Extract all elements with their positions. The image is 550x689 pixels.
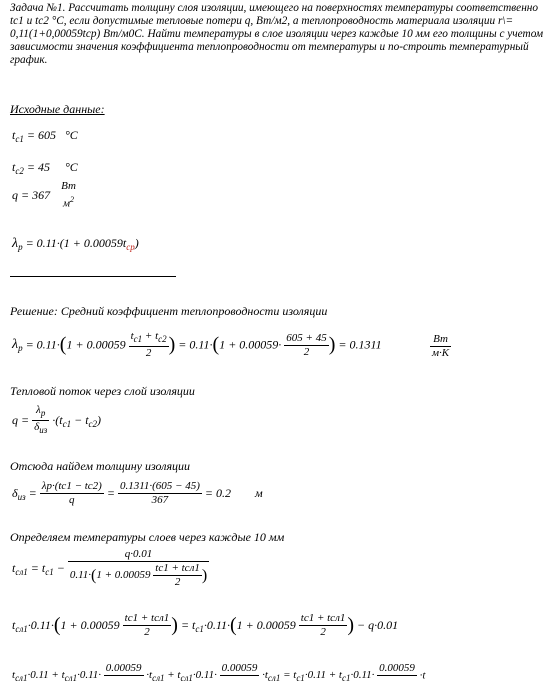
- formula-lambda-unit: Вт м·К: [432, 333, 450, 359]
- given-tc1: $t_{c1} = 605$ °C: [12, 128, 78, 144]
- thickness-heading: Отсюда найдем толщину изоляции: [10, 459, 191, 473]
- flux-heading: Тепловой поток через слой изоляции: [10, 384, 195, 398]
- given-q: q = 367 Вт $м^2$: [12, 180, 76, 210]
- given-lambda: $\lambda_p = 0.11\cdot(1 + 0.00059t_{cp})$: [12, 236, 139, 252]
- solution-heading: Решение: Средний коэффициент теплопроводности изоляции: [10, 304, 328, 318]
- temperature-heading: Определяем температуры слоев через каждые 10 мм: [10, 530, 285, 544]
- separator-line: [10, 276, 176, 277]
- formula-lambda-mean: $\lambda_p = 0.11\cdot(1 + 0.00059$ $\frac{t_{c1} + t_{c2}}{2}$ ) = 0.11·(1 + 0.00059· $\frac{605 + 45}{2}$ ) = 0.1311: [12, 330, 382, 359]
- formula-line2: $t_{сл1}\cdot 0.11\cdot(1 + 0.00059$ tc1 + tсл1 2 ) = $t_{c1}\cdot 0.11\cdot(1 + 0.00059$ tc1 + tсл1 2 ) − q·0.01: [12, 612, 399, 638]
- formula-line3: $t_{сл1}\cdot 0.11 + t_{сл1}\cdot 0.11\cdot$ 0.00059 $\cdot t_{сл1} + t_{сл1}\cdot 0.11\cdot$ 0.00059 $\cdot t_{сл1} = t_{c1}\cdot 0.11 + t_{c1}\cdot 0.11\cdot$ 0.00059 ·t: [12, 662, 426, 683]
- task-statement: Задача №1. Рассчитать толщину слоя изоляции, имеющего на поверхностях температуры соответственно tc1 и tc2 °С, если допустимые тепловые потери q, Вт/м2, а теплопроводность материала изоляции r\= 0,11(1+0,00059tср) Вт/м0С. Найти температуры в слое изоляции через каждые 10 мм его толщины с учетом зависимости значения коэффициента теплопроводности от температуры и по-строить температурный график.: [10, 2, 544, 66]
- given-heading: Исходные данные:: [10, 102, 105, 116]
- given-tc2: $t_{c2} = 45$ °C: [12, 160, 78, 176]
- formula-flux: q = $\lambda_p$ $\delta_{из}$ $\cdot(t_{c1} - t_{c2})$: [12, 404, 102, 435]
- formula-tsl1: $t_{сл1} = t_{c1}$ − q·0.01 0.11·(1 + 0.00059 tc1 + tсл1 2 ): [12, 548, 208, 588]
- formula-thickness: $\delta_{из}$ = $\frac{\lambda p\cdot(tc1 - tc2)}{q}$ = $\frac{0.1311\cdot(605 - 45)}{367}$ = 0.2 м: [12, 480, 263, 506]
